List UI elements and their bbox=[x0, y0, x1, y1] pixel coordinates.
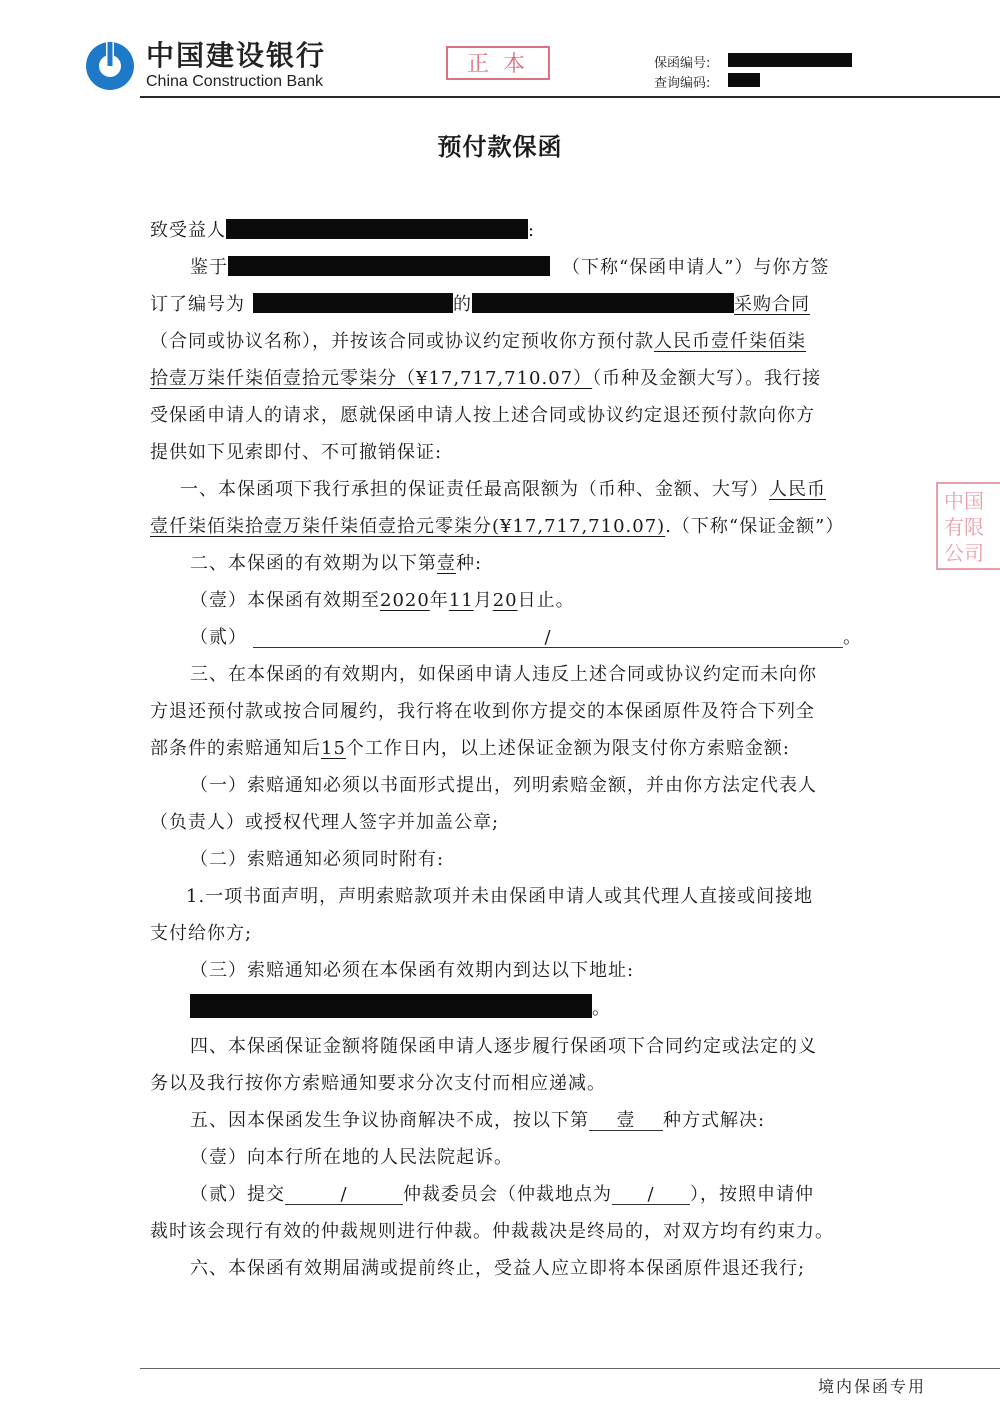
p1-line3 bbox=[150, 329, 806, 355]
s5-l1b: 种方式解决: bbox=[663, 1110, 766, 1131]
s5-line1 bbox=[190, 1108, 765, 1134]
s4-line2: 务以及我行按你方索赔通知要求分次支付而相应递减。 bbox=[150, 1073, 606, 1094]
header-rule bbox=[140, 96, 1000, 98]
p1-of: 的 bbox=[453, 294, 472, 315]
s5-choice: 壹 bbox=[589, 1108, 663, 1131]
expiry-day: 20 bbox=[492, 590, 518, 611]
s4-line1: 四、本保函保证金额将随保函申请人逐步履行保函项下合同约定或法定的义 bbox=[190, 1036, 817, 1057]
address-line bbox=[190, 994, 611, 1022]
p1-after-applicant: （下称“保函申请人”）与你方签 bbox=[562, 257, 830, 278]
s2-period: 。 bbox=[843, 627, 862, 648]
company-seal-partial bbox=[936, 482, 1000, 570]
query-code-redaction bbox=[728, 73, 760, 87]
expiry-month: 11 bbox=[448, 590, 474, 611]
s5-l1a: 五、因本保函发生争议协商解决不成，按以下第 bbox=[190, 1110, 589, 1131]
document-title: 预付款保函 bbox=[437, 133, 563, 161]
s5-opt2a: （贰）提交 bbox=[190, 1184, 285, 1205]
p1-after-amount: （币种及金额大写）。我行接 bbox=[592, 368, 822, 389]
s3-line2: 方退还预付款或按合同履约，我行将在收到你方提交的本保函原件及符合下列全 bbox=[150, 701, 815, 722]
p1-line6: 提供如下见索即付、不可撤销保证: bbox=[150, 442, 443, 463]
p1-line1 bbox=[190, 255, 829, 281]
s5-option2 bbox=[190, 1182, 814, 1208]
s5-opt2b: 仲裁委员会（仲裁地点为 bbox=[403, 1184, 612, 1205]
s3-cond2-item1-line1: 1.一项书面声明，声明索赔款项并未由保函申请人或其代理人直接或间接地 bbox=[186, 886, 814, 907]
address-redaction bbox=[190, 994, 592, 1018]
arbitration-commission-blank: / bbox=[285, 1182, 403, 1205]
p1-line3-text: （合同或协议名称），并按该合同或协议约定预收你方预付款 bbox=[150, 331, 654, 352]
p1-lead: 鉴于 bbox=[190, 257, 228, 278]
prepayment-amount-part2: 拾壹万柒仟柒佰壹拾元零柒分（¥17,717,710.07） bbox=[150, 368, 593, 389]
s1-amount-words: 壹仟柒佰柒拾壹万柒仟柒佰壹拾元零柒分(¥17,717,710.07) bbox=[150, 516, 666, 537]
colon: : bbox=[528, 220, 536, 241]
s2-opt1-lead: （壹）本保函有效期至 bbox=[190, 590, 380, 611]
contract-no-label: 订了编号为 bbox=[150, 294, 245, 315]
s3-cond2: （二）索赔通知必须同时附有: bbox=[190, 849, 445, 870]
bank-name-en: China Construction Bank bbox=[146, 73, 323, 90]
s2-opt2-blank: / bbox=[253, 625, 843, 648]
s2-text-b: 种: bbox=[456, 553, 483, 574]
s3-l3a: 部条件的索赔通知后 bbox=[150, 738, 321, 759]
query-code-label: 查询编码: bbox=[654, 76, 711, 91]
s5-line3: 裁时该会现行有效的仲裁规则进行仲裁。仲裁裁决是终局的，对双方均有约束力。 bbox=[150, 1221, 834, 1242]
s5-opt2c: ），按照申请仲 bbox=[690, 1184, 814, 1205]
footer-label: 境内保函专用 bbox=[818, 1377, 927, 1396]
day-char: 日止。 bbox=[517, 590, 575, 611]
s3-cond3: （三）索赔通知必须在本保函有效期内到达以下地址: bbox=[190, 960, 635, 981]
s1-line2 bbox=[150, 514, 844, 540]
beneficiary-redaction bbox=[226, 219, 528, 239]
p1-line2 bbox=[150, 292, 810, 318]
addressee-line bbox=[150, 218, 535, 244]
s6-line1: 六、本保函有效期届满或提前终止，受益人应立即将本保函原件退还我行; bbox=[190, 1258, 806, 1279]
contract-party-redaction bbox=[472, 293, 734, 313]
prepayment-amount-part1: 人民币壹仟柒佰柒 bbox=[654, 331, 806, 352]
s2-option1 bbox=[190, 588, 575, 614]
seal-line2: 有限公司 bbox=[944, 515, 984, 565]
s2-line1 bbox=[190, 551, 482, 577]
contract-no-redaction bbox=[253, 293, 453, 313]
s5-option1: （壹）向本行所在地的人民法院起诉。 bbox=[190, 1147, 513, 1168]
s3-line1: 三、在本保函的有效期内，如保函申请人违反上述合同或协议约定而未向你 bbox=[190, 664, 817, 685]
s1-tail: .（下称“保证金额”） bbox=[665, 516, 845, 537]
seal-line1: 中国 bbox=[944, 489, 984, 513]
guarantee-no-label: 保函编号: bbox=[654, 56, 711, 71]
s1-text: 一、本保函项下我行承担的保证责任最高限额为（币种、金额、大写） bbox=[180, 479, 769, 500]
s3-line3 bbox=[150, 736, 790, 762]
s2-option2 bbox=[190, 625, 862, 651]
guarantee-no-redaction bbox=[728, 53, 852, 67]
p1-line4 bbox=[150, 366, 821, 392]
year-char: 年 bbox=[429, 590, 449, 611]
s3-cond2-item1-line2: 支付给你方; bbox=[150, 923, 253, 944]
ccb-logo-icon bbox=[84, 40, 136, 92]
s2-text-a: 二、本保函的有效期为以下第 bbox=[190, 553, 437, 574]
address-period: 。 bbox=[592, 998, 611, 1019]
applicant-redaction bbox=[228, 256, 550, 276]
s3-l3b: 个工作日内，以上述保证金额为限支付你方索赔金额: bbox=[345, 738, 790, 759]
s3-cond1-line2: （负责人）或授权代理人签字并加盖公章; bbox=[150, 812, 500, 833]
s1-line1 bbox=[180, 477, 826, 503]
bank-name-cn: 中国建设银行 bbox=[146, 39, 327, 72]
month-char: 月 bbox=[473, 590, 493, 611]
claim-days: 15 bbox=[321, 738, 346, 759]
s2-choice: 壹 bbox=[437, 553, 456, 574]
s2-opt2-lead: （贰） bbox=[190, 627, 247, 648]
contract-name: 采购合同 bbox=[734, 294, 810, 315]
p1-line5: 受保函申请人的请求，愿就保函申请人按上述合同或协议约定退还预付款向你方 bbox=[150, 405, 815, 426]
footer-rule bbox=[140, 1368, 1000, 1369]
original-copy-stamp: 正本 bbox=[446, 46, 550, 80]
s1-amount-currency: 人民币 bbox=[769, 479, 826, 500]
expiry-year: 2020 bbox=[380, 590, 430, 611]
arbitration-place-blank: / bbox=[612, 1182, 690, 1205]
to-beneficiary-label: 致受益人 bbox=[150, 220, 226, 241]
s3-cond1-line1: （一）索赔通知必须以书面形式提出，列明索赔金额，并由你方法定代表人 bbox=[190, 775, 817, 796]
